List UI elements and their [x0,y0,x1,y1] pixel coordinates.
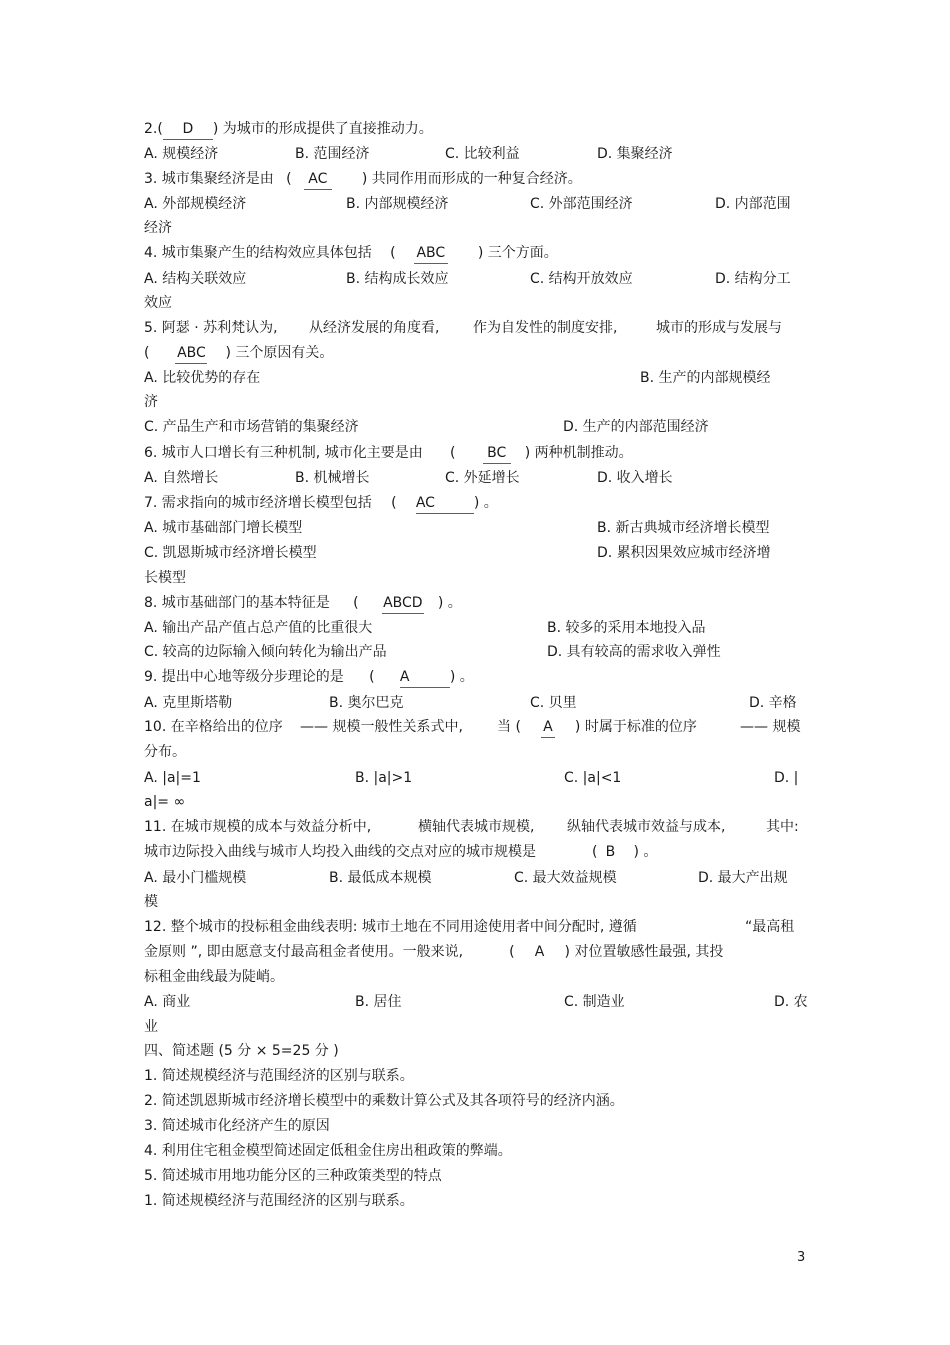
q8-option-d: D. 具有较高的需求收入弹性 [547,644,721,660]
q11-line2 [144,841,657,863]
q4-prefix: 4. 城市集聚产生的结构效应具体包括 [144,245,372,261]
q8-answer: ABCD [382,594,424,614]
q6-text: ) 两种机制推动。 [524,445,633,461]
q3-option-d: D. 内部范围 [715,196,791,212]
q9-text: ) 。 [449,669,474,685]
q12-option-c: C. 制造业 [564,994,625,1010]
essay-item: 2. 简述凯恩斯城市经济增长模型中的乘数计算公式及其各项符号的经济内涵。 [144,1093,624,1109]
q2-option-c: C. 比较利益 [445,146,520,162]
q11-option-c: C. 最大效益规模 [514,870,617,886]
q11-option-b: B. 最低成本规模 [329,870,432,886]
q7-prefix: 7. 需求指向的城市经济增长模型包括 [144,495,372,511]
q4-option-a: A. 结构关联效应 [144,271,247,287]
q5-option-c: C. 产品生产和市场营销的集聚经济 [144,419,359,435]
q2-answer: D [163,120,213,140]
q5-line1-b: 从经济发展的角度看, [309,320,440,336]
q5-line1-d: 城市的形成与发展与 [656,320,782,336]
q12-line1-b: “最高租 [745,919,795,935]
q12-paren: ( [509,944,515,960]
q12-text: ) 对位置敏感性最强, 其投 [564,944,724,960]
q11-option-a: A. 最小门槛规模 [144,870,247,886]
q3-option-a: A. 外部规模经济 [144,196,247,212]
q10-line1-c [497,716,697,738]
q7-wrap: 长模型 [144,570,186,586]
question-3 [144,168,582,190]
q6-option-a: A. 自然增长 [144,470,219,486]
q3-option-b: B. 内部规模经济 [346,196,449,212]
q3-paren: ( [286,171,292,187]
q8-prefix: 8. 城市基础部门的基本特征是 [144,595,330,611]
q7-text: ) 。 [473,495,498,511]
q11-text: ) 。 [633,844,658,860]
q10-wrap: a|= ∞ [144,794,186,810]
q8-option-a: A. 输出产品产值占总产值的比重很大 [144,620,373,636]
q9-paren: ( [369,669,375,685]
q12-option-b: B. 居住 [355,994,402,1010]
q11-wrap: 模 [144,894,158,910]
question-4 [144,242,558,264]
q7-option-d: D. 累积因果效应城市经济增 [597,545,771,561]
q2-prefix: 2.( [144,121,163,137]
q10-option-d: D. | [774,770,799,786]
q11-line1-b: 横轴代表城市规模, [418,819,535,835]
q3-answer: AC [304,170,332,190]
q7-answer: AC [416,494,474,514]
q3-wrap: 经济 [144,220,172,236]
q5-wrap: 济 [144,394,158,410]
q9-option-b: B. 奥尔巴克 [329,695,404,711]
essay-item: 1. 简述规模经济与范围经济的区别与联系。 [144,1068,414,1084]
q3-prefix: 3. 城市集聚经济是由 [144,171,274,187]
q12-prefix: 金原则 ”, 即由愿意支付最高租金者使用。一般来说, [144,944,464,960]
q9-option-c: C. 贝里 [530,695,577,711]
q9-answer: A [400,668,450,688]
q6-answer: BC [483,444,511,464]
q5-line1-c: 作为自发性的制度安排, [473,320,618,336]
q9-prefix: 9. 提出中心地等级分步理论的是 [144,669,344,685]
q12-line3: 标租金曲线最为陡峭。 [144,969,284,985]
q10-option-c: C. |a|<1 [564,770,622,786]
q4-paren: ( [390,245,396,261]
q10-answer: A [541,718,555,738]
q12-line1-a: 12. 整个城市的投标租金曲线表明: 城市土地在不同用途使用者中间分配时, 遵循 [144,919,637,935]
q9-option-d: D. 辛格 [749,695,797,711]
q11-prefix: 城市边际投入曲线与城市人均投入曲线的交点对应的城市规模是 [144,844,536,860]
q4-wrap: 效应 [144,295,172,311]
essay-item: 5. 简述城市用地功能分区的三种政策类型的特点 [144,1168,442,1184]
q12-option-a: A. 商业 [144,994,191,1010]
q6-paren: ( [449,445,456,461]
q11-line1-d: 其中: [766,819,799,835]
q12-line2 [144,941,723,963]
q8-option-b: B. 较多的采用本地投入品 [547,620,706,636]
essay-item: 1. 简述规模经济与范围经济的区别与联系。 [144,1193,414,1209]
q3-option-c: C. 外部范围经济 [530,196,633,212]
q7-option-b: B. 新古典城市经济增长模型 [597,520,770,536]
q4-answer: ABC [414,244,448,264]
q5-paren: ( [144,345,150,361]
q6-option-b: B. 机械增长 [295,470,370,486]
q10-line1-b: —— 规模一般性关系式中, [300,719,463,735]
q11-option-d: D. 最大产出规 [698,870,788,886]
q6-option-d: D. 收入增长 [597,470,673,486]
q2-option-b: B. 范围经济 [295,146,370,162]
q8-paren: ( [353,595,359,611]
q2-option-a: A. 规模经济 [144,146,219,162]
q10-line2: 分布。 [144,744,186,760]
question-6 [144,442,633,464]
q5-option-a: A. 比较优势的存在 [144,370,261,386]
q8-text: ) 。 [437,595,462,611]
q6-option-c: C. 外延增长 [445,470,520,486]
q11-line1-c: 纵轴代表城市效益与成本, [567,819,726,835]
q11-paren: ( [592,844,598,860]
q11-line1-a: 11. 在城市规模的成本与效益分析中, [144,819,372,835]
question-2 [144,118,433,140]
q12-answer: A [534,944,545,960]
question-8 [144,592,462,614]
q10-line1-a: 10. 在辛格给出的位序 [144,719,283,735]
q2-option-d: D. 集聚经济 [597,146,673,162]
q5-option-d: D. 生产的内部范围经济 [563,419,709,435]
q10-text: ) 时属于标准的位序 [574,719,697,735]
q5-line2 [144,342,333,364]
q12-wrap: 业 [144,1019,158,1035]
q7-paren: ( [391,495,397,511]
question-7 [144,492,498,514]
q10-paren: 当 ( [497,719,521,735]
q9-option-a: A. 克里斯塔勒 [144,695,233,711]
q4-text: ) 三个方面。 [477,245,558,261]
q5-option-b: B. 生产的内部规模经 [640,370,771,386]
q7-option-c: C. 凯恩斯城市经济增长模型 [144,545,317,561]
q6-prefix: 6. 城市人口增长有三种机制, 城市化主要是由 [144,445,423,461]
q5-text: ) 三个原因有关。 [225,345,334,361]
q3-text: ) 共同作用而形成的一种复合经济。 [361,171,582,187]
page-number: 3 [797,1250,806,1265]
essay-item: 3. 简述城市化经济产生的原因 [144,1118,330,1134]
q8-option-c: C. 较高的边际输入倾向转化为输出产品 [144,644,387,660]
q10-option-b: B. |a|>1 [355,770,413,786]
q7-option-a: A. 城市基础部门增长模型 [144,520,303,536]
q4-option-d: D. 结构分工 [715,271,791,287]
q11-answer: B [605,844,616,860]
section-4-heading: 四、简述题 (5 分 × 5=25 分 ) [144,1043,339,1059]
q4-option-b: B. 结构成长效应 [346,271,449,287]
q2-text: ) 为城市的形成提供了直接推动力。 [212,121,433,137]
question-9 [144,666,474,688]
q5-line1-a: 5. 阿瑟 · 苏利梵认为, [144,320,278,336]
q5-answer: ABC [175,344,207,364]
q10-line1-e: —— 规模 [740,719,801,735]
q10-option-a: A. |a|=1 [144,770,201,786]
essay-item: 4. 利用住宅租金模型简述固定低租金住房出租政策的弊端。 [144,1143,512,1159]
q12-option-d: D. 农 [774,994,808,1010]
q4-option-c: C. 结构开放效应 [530,271,633,287]
